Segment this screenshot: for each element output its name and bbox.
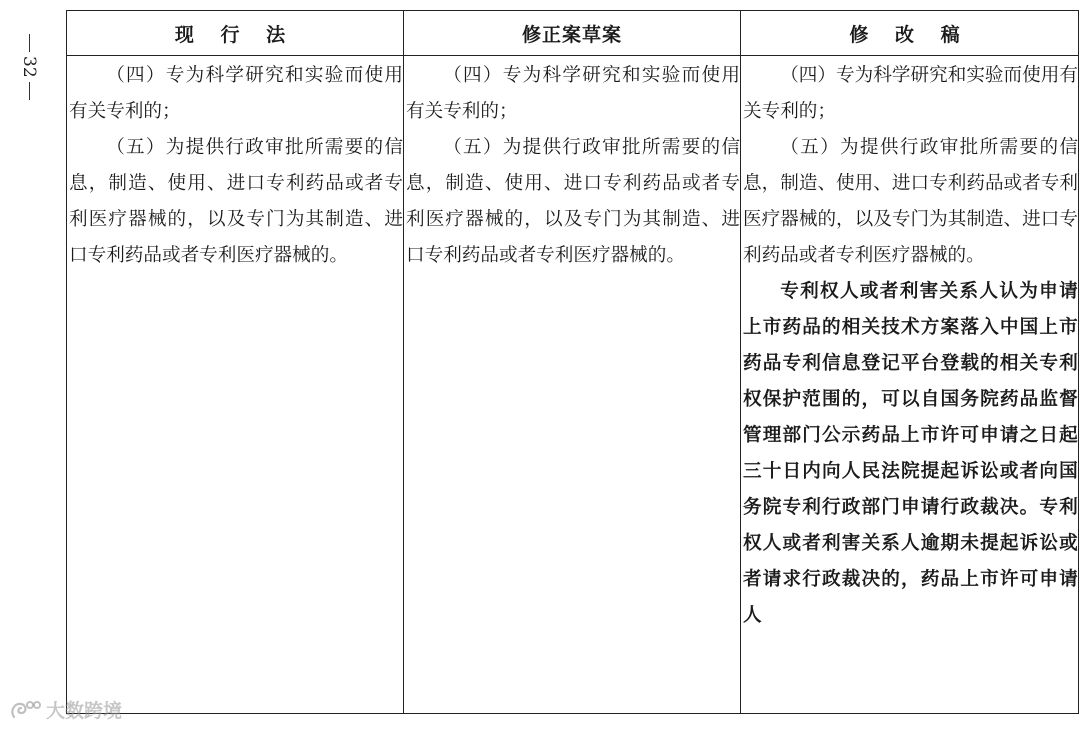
watermark [8,696,122,723]
header-current-law: 现 行 法 [67,11,404,56]
header-amendment-draft: 修正案草案 [404,11,741,56]
content-row [67,56,1079,714]
paragraph: （四）专为科学研究和实验而使用有关专利的； [69,65,403,122]
page-number [19,30,39,104]
swirl-logo-icon [8,697,42,723]
current-law-text [67,56,403,274]
column-revised-draft [741,56,1079,714]
header-revised-draft: 修 改 稿 [741,11,1079,56]
amendment-draft-text [404,56,740,274]
watermark-text: 大数跨境 [46,700,123,722]
header-row [67,11,1079,56]
page-number-dash-bottom [29,82,30,100]
comparison-table [66,10,1079,714]
paragraph: （五）为提供行政审批所需要的信息，制造、使用、进口专利药品或者专利医疗器械的，以及专门为其制造、进口专利药品或者专利医疗器械的。 [69,137,403,266]
revised-draft-text [741,56,1078,634]
paragraph: （四）专为科学研究和实验而使用有关专利的； [406,65,740,122]
paragraph: 专利权人或者利害关系人认为申请上市药品的相关技术方案落入中国上市药品专利信息登记平台登载的相关专利权保护范围的，可以自国务院药品监督管理部门公示药品上市许可申请之日起三十日内向人民法院提起诉讼或者向国务院专利行政部门申请行政裁决。专利权人或者利害关系人逾期未提起诉讼或者请求行政裁决的，药品上市许可申请人 [743,281,1078,626]
paragraph: （五）为提供行政审批所需要的信息，制造、使用、进口专利药品或者专利医疗器械的，以及专门为其制造、进口专利药品或者专利医疗器械的。 [743,137,1078,266]
paragraph: （四）专为科学研究和实验而使用有关专利的； [743,65,1078,122]
paragraph: （五）为提供行政审批所需要的信息，制造、使用、进口专利药品或者专利医疗器械的，以及专门为其制造、进口专利药品或者专利医疗器械的。 [406,137,740,266]
column-amendment-draft [404,56,741,714]
page-number-dash-top [29,34,30,52]
page-number-value: 32 [19,56,39,78]
column-current-law [67,56,404,714]
